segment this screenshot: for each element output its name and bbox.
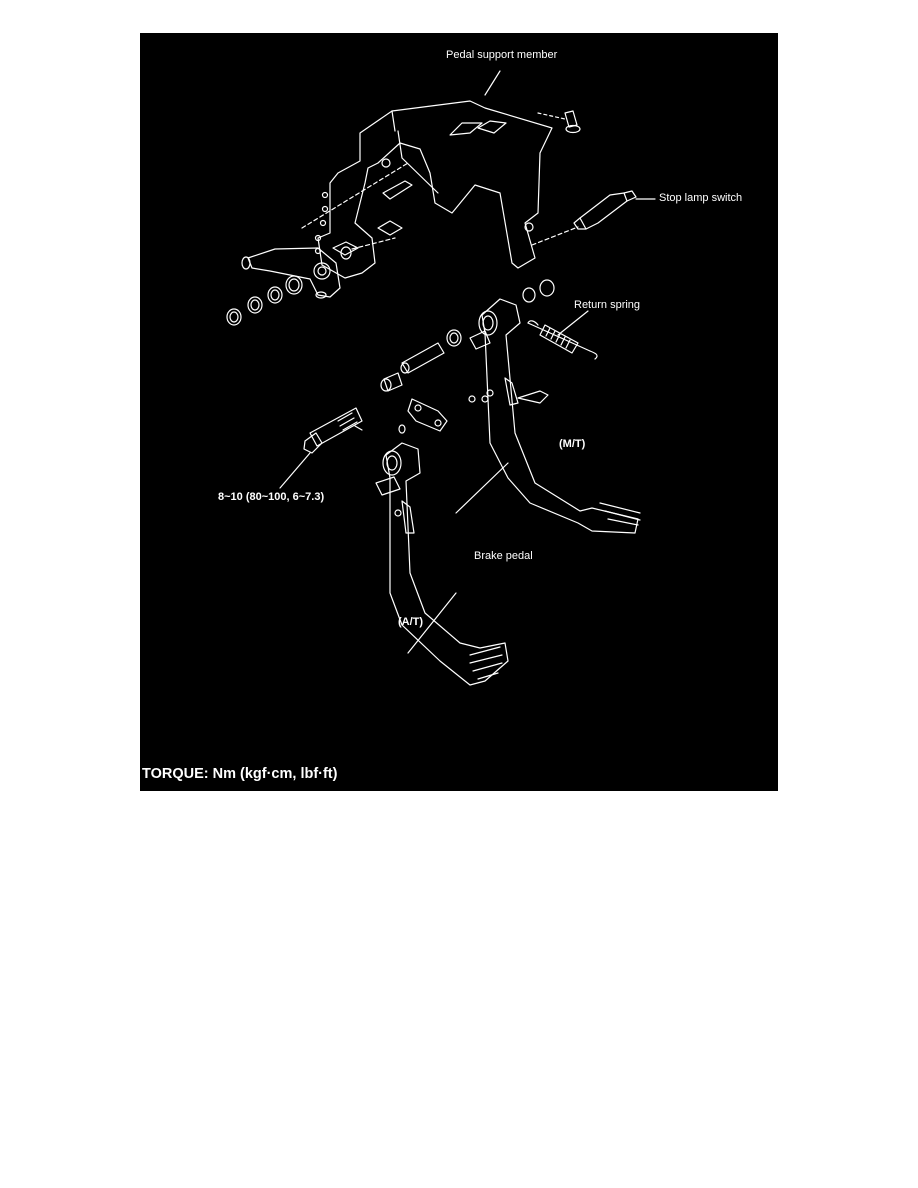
bushing-drawing <box>381 373 402 391</box>
stop-lamp-switch-drawing <box>532 191 655 245</box>
lever-arm-drawing <box>242 238 395 298</box>
diagram-drawing <box>140 33 778 791</box>
label-pedal-support-member: Pedal support member <box>446 49 558 61</box>
at-brake-pedal-drawing <box>376 443 508 685</box>
label-mt: (M/T) <box>559 438 586 450</box>
brake-pedal-exploded-diagram <box>140 33 778 791</box>
label-stop-lamp-switch: Stop lamp switch <box>659 192 743 204</box>
label-return-spring: Return spring <box>574 299 641 311</box>
torque-units-caption: TORQUE: Nm (kgf·cm, lbf·ft) <box>142 766 338 782</box>
washers-drawing <box>227 276 302 325</box>
label-brake-pedal: Brake pedal <box>474 550 533 562</box>
label-at: (A/T) <box>398 616 424 628</box>
bushing-right-drawing <box>447 330 461 346</box>
pedal-support-member-drawing <box>302 101 552 278</box>
leader-pedal-support <box>485 71 500 95</box>
clip-drawing <box>355 426 362 430</box>
pivot-bolt-drawing <box>280 408 362 488</box>
small-bushing-drawing <box>399 425 405 433</box>
link-plate-drawing <box>408 399 447 431</box>
label-torque-spec: 8~10 (80~100, 6~7.3) <box>218 491 325 503</box>
pivot-shaft-drawing <box>401 343 444 373</box>
return-spring-drawing <box>528 311 597 359</box>
leader-brake-pedal-mt <box>456 463 508 513</box>
mt-brake-pedal-drawing <box>469 280 640 533</box>
bolt-drawing <box>538 111 580 133</box>
